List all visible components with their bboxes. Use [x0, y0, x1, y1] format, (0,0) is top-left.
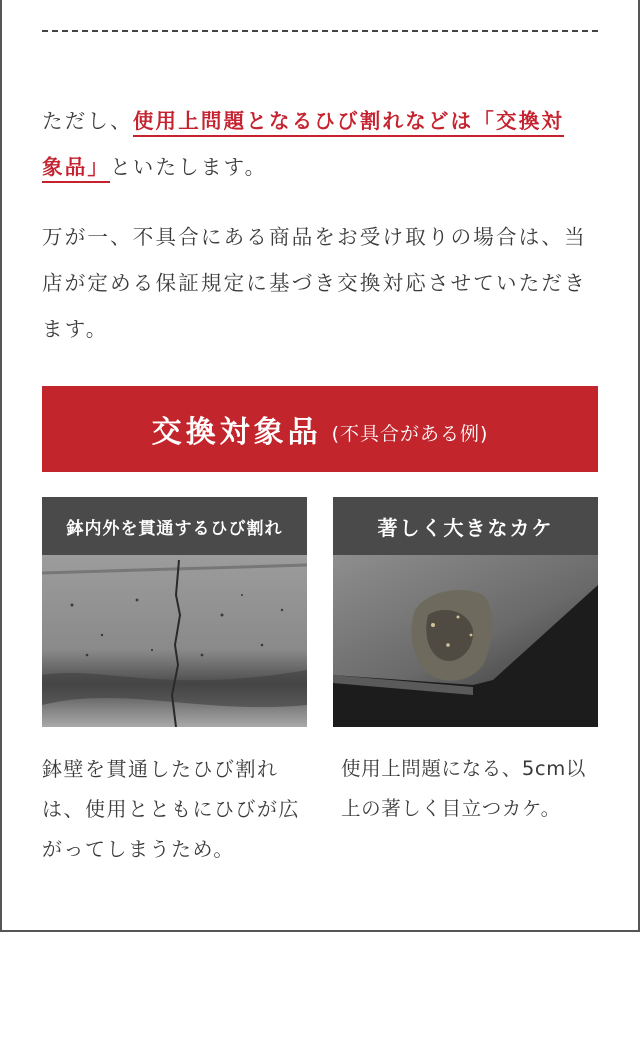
intro-paragraph	[42, 98, 602, 190]
example-caption: 使用上問題になる、5cm以上の著しく目立つカケ。	[341, 757, 586, 820]
intro-lead: ただし、	[42, 109, 133, 133]
chip-photo	[333, 555, 598, 727]
crack-photo	[42, 555, 307, 727]
exchange-items-banner	[42, 386, 598, 472]
example-card-chip	[333, 497, 598, 829]
policy-paragraph: 万が一、不具合にある商品をお受け取りの場合は、当店が定める保証規定に基づき交換対応させていただきます。	[42, 225, 587, 341]
example-heading: 鉢内外を貫通するひび割れ	[42, 497, 307, 555]
intro-tail: といたします。	[110, 155, 268, 179]
intro-highlight-2: 象品」	[42, 155, 110, 183]
example-heading: 著しく大きなカケ	[333, 497, 598, 555]
example-card-crack	[42, 497, 307, 869]
banner-subtitle: (不具合がある例)	[331, 422, 489, 445]
banner-title: 交換対象品	[151, 415, 322, 450]
dashed-divider	[42, 30, 598, 32]
example-caption: 鉢壁を貫通したひび割れは、使用とともにひびが広がってしまうため。	[42, 757, 300, 861]
intro-highlight-1: 使用上問題となるひび割れなどは「交換対	[133, 109, 564, 137]
